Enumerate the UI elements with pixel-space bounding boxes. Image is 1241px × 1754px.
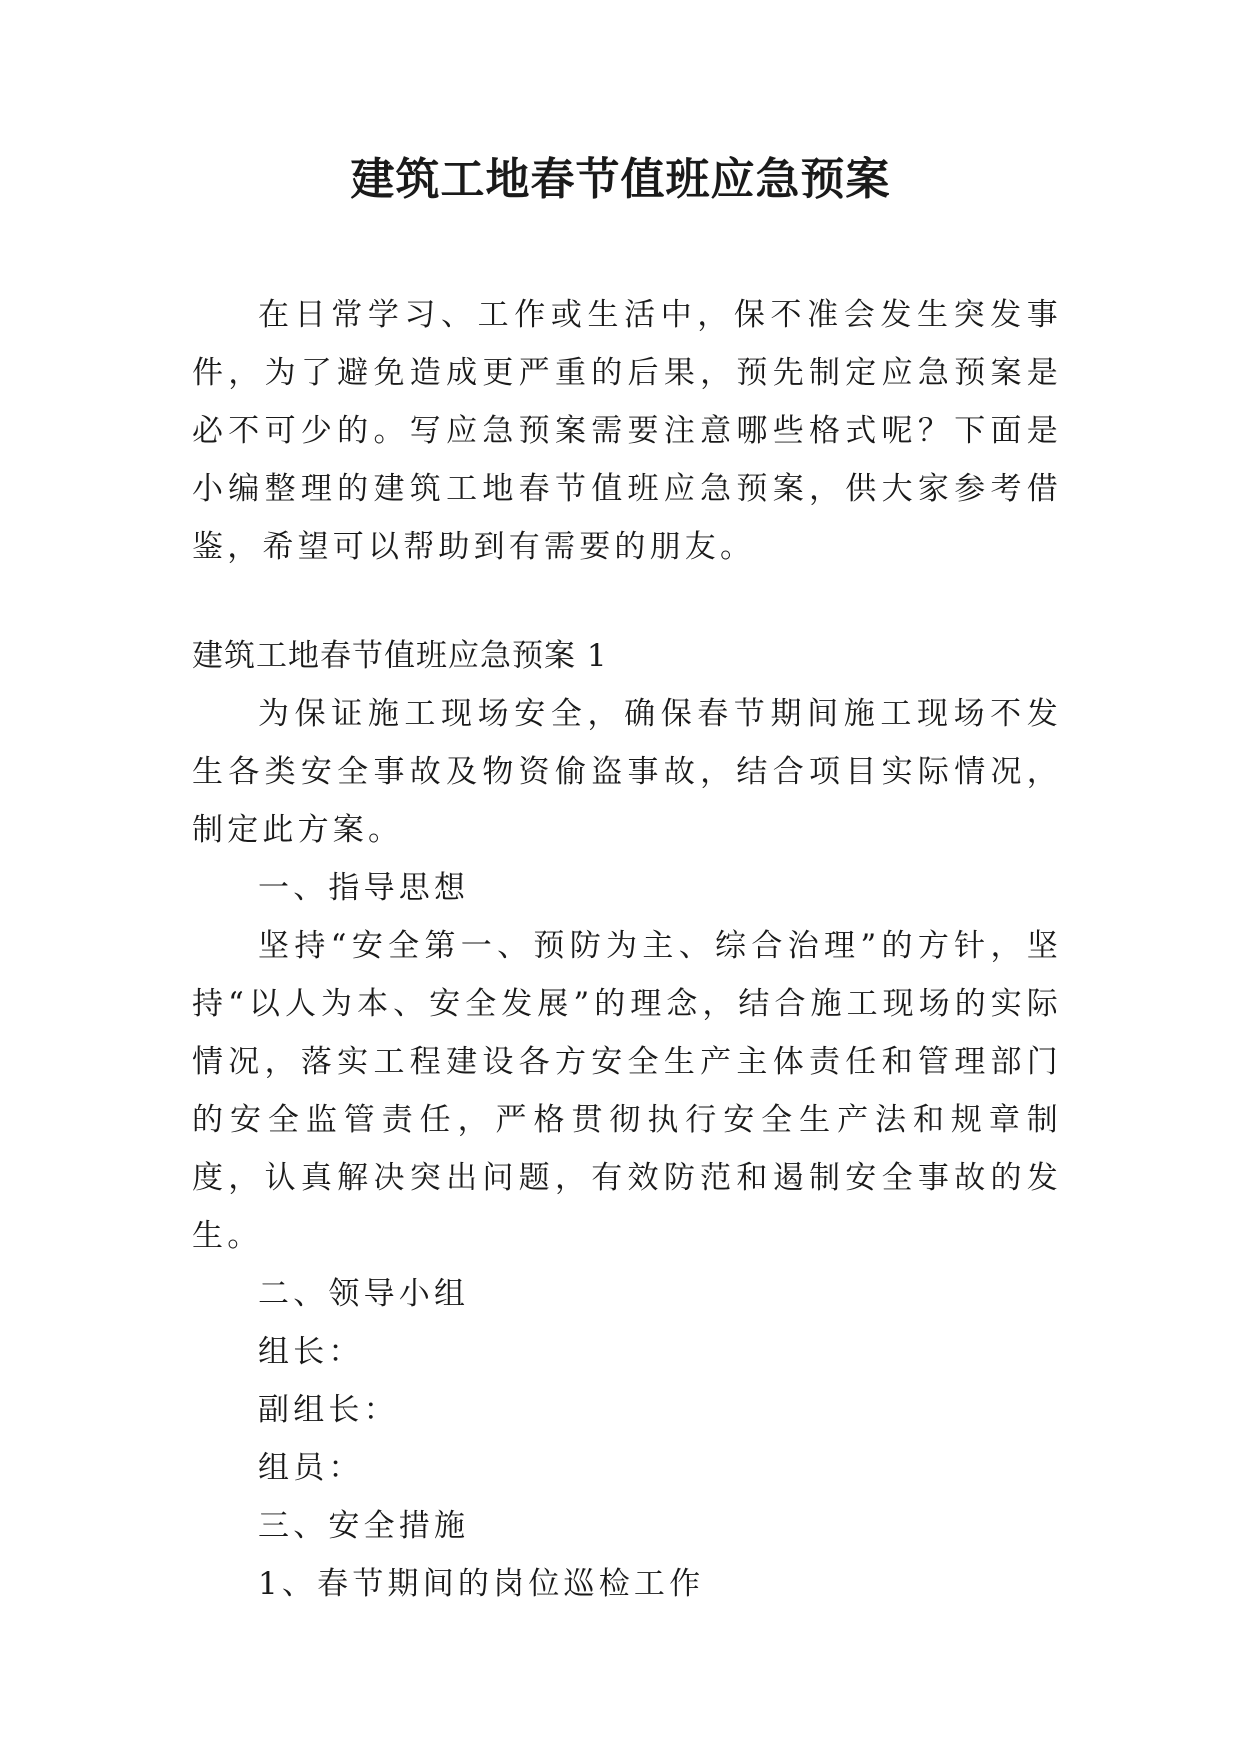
heading-leadership-group: 二、领导小组 — [258, 1276, 470, 1312]
section-gap — [192, 576, 1062, 627]
heading-guiding-thought: 一、指导思想 — [258, 870, 470, 906]
purpose-paragraph: 为保证施工现场安全，确保春节期间施工现场不发生各类安全事故及物资偷盗事故，结合项目实际情况，制定此方案。 — [192, 696, 1062, 848]
document-title: 建筑工地春节值班应急预案 — [350, 154, 891, 205]
heading-safety-measures: 三、安全措施 — [258, 1508, 470, 1544]
leader-line: 组长： — [258, 1334, 364, 1370]
section-title: 建筑工地春节值班应急预案 1 — [192, 638, 608, 674]
intro-paragraph: 在日常学习、工作或生活中，保不准会发生突发事件，为了避免造成更严重的后果，预先制定应急预案是必不可少的。写应急预案需要注意哪些格式呢？下面是小编整理的建筑工地春节值班应急预案，供大家参考借鉴，希望可以帮助到有需要的朋友。 — [192, 297, 1062, 565]
deputy-leader-line: 副组长： — [258, 1392, 399, 1428]
list-item-patrol-work: 1、春节期间的岗位巡检工作 — [258, 1566, 705, 1602]
document-body — [192, 286, 1062, 1613]
guiding-thought-paragraph: 坚持“安全第一、预防为主、综合治理”的方针，坚持“以人为本、安全发展”的理念，结合施工现场的实际情况，落实工程建设各方安全生产主体责任和管理部门的安全监管责任，严格贯彻执行安全生产法和规章制度，认真解决突出问题，有效防范和遏制安全事故的发生。 — [192, 928, 1062, 1254]
members-line: 组员： — [258, 1450, 364, 1486]
